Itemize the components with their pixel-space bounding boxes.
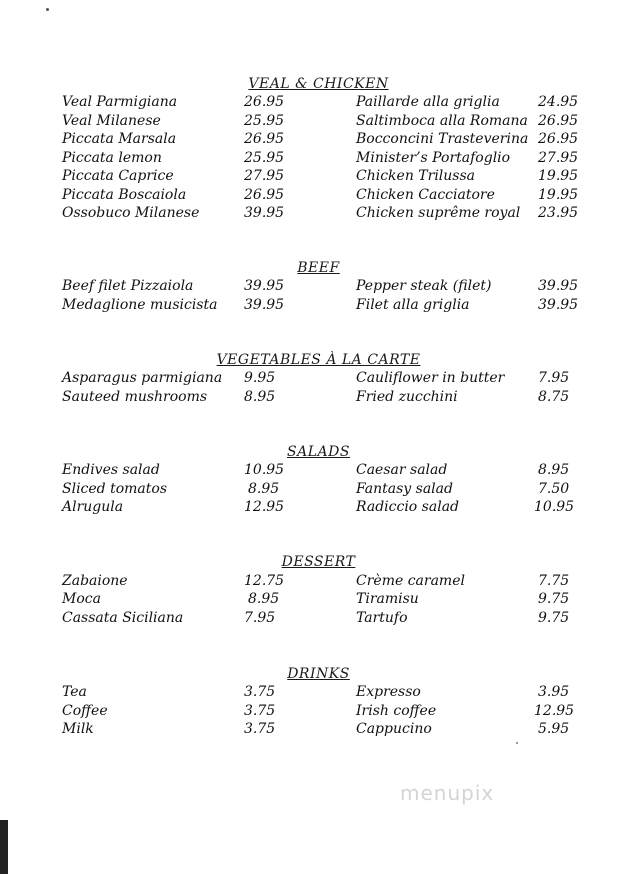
item-name: Chicken Trilussa <box>356 168 475 184</box>
menupix-watermark: menupix <box>400 781 495 805</box>
item-price: 7.50 <box>538 481 570 497</box>
item-name: Irish coffee <box>356 703 437 719</box>
item-price: 12.95 <box>534 703 575 719</box>
item-name: Ossobuco Milanese <box>62 205 200 221</box>
menu-row <box>0 703 637 721</box>
item-name: Radiccio salad <box>356 499 460 515</box>
item-name: Tartufo <box>356 610 408 626</box>
item-price: 9.95 <box>244 370 276 386</box>
item-name: Sauteed mushrooms <box>62 389 208 405</box>
menu-row <box>0 389 637 407</box>
scan-speck <box>46 8 49 11</box>
item-price: 8.95 <box>538 462 570 478</box>
item-name: Zabaione <box>62 573 128 589</box>
item-price: 39.95 <box>244 297 285 313</box>
menu-row <box>0 499 637 517</box>
menu-row <box>0 370 637 388</box>
menu-row <box>0 94 637 112</box>
item-price: 12.75 <box>244 573 285 589</box>
menu-row <box>0 150 637 168</box>
menu-row <box>0 205 637 223</box>
item-name: Expresso <box>356 684 421 700</box>
item-name: Piccata lemon <box>62 150 162 166</box>
item-price: 26.95 <box>244 94 285 110</box>
item-name: Alrugula <box>62 499 124 515</box>
item-price: 27.95 <box>538 150 579 166</box>
item-name: Cassata Siciliana <box>62 610 184 626</box>
menu-row <box>0 721 637 739</box>
item-price: 9.75 <box>538 610 570 626</box>
section-title: SALADS <box>287 444 350 460</box>
menu-row <box>0 187 637 205</box>
menu-row <box>0 113 637 131</box>
item-name: Beef filet Pizzaiola <box>62 278 194 294</box>
item-price: 23.95 <box>538 205 579 221</box>
item-price: 24.95 <box>538 94 579 110</box>
item-price: 8.95 <box>244 389 276 405</box>
item-name: Endives salad <box>62 462 160 478</box>
menu-row <box>0 481 637 499</box>
item-name: Tiramisu <box>356 591 419 607</box>
item-name: Crème caramel <box>356 573 465 589</box>
scan-edge-shadow <box>0 820 8 874</box>
item-price: 12.95 <box>244 499 285 515</box>
item-name: Veal Parmigiana <box>62 94 178 110</box>
menu-row <box>0 462 637 480</box>
item-price: 3.75 <box>244 703 276 719</box>
item-name: Saltimboca alla Romana <box>356 113 528 129</box>
item-price: 8.95 <box>248 481 280 497</box>
item-name: Fantasy salad <box>356 481 453 497</box>
item-price: 7.95 <box>244 610 276 626</box>
menu-row <box>0 573 637 591</box>
item-name: Bocconcini Trasteverina <box>356 131 529 147</box>
item-price: 3.95 <box>538 684 570 700</box>
item-name: Fried zucchini <box>356 389 458 405</box>
menu-row <box>0 591 637 609</box>
item-name: Cauliflower in butter <box>356 370 505 386</box>
section-title: VEGETABLES À LA CARTE <box>216 352 421 368</box>
item-name: Chicken Cacciatore <box>356 187 495 203</box>
menu-row <box>0 168 637 186</box>
item-name: Sliced tomatos <box>62 481 167 497</box>
item-price: 25.95 <box>244 113 285 129</box>
item-price: 26.95 <box>538 131 579 147</box>
item-price: 39.95 <box>244 278 285 294</box>
item-price: 3.75 <box>244 721 276 737</box>
section-title: BEEF <box>297 260 340 276</box>
item-price: 10.95 <box>534 499 575 515</box>
section-title: DRINKS <box>287 666 350 682</box>
menu-row <box>0 610 637 628</box>
item-name: Minister’s Portafoglio <box>356 150 511 166</box>
item-name: Milk <box>62 721 94 737</box>
item-price: 19.95 <box>538 168 579 184</box>
menu-row <box>0 278 637 296</box>
item-name: Caesar salad <box>356 462 448 478</box>
item-price: 19.95 <box>538 187 579 203</box>
item-price: 39.95 <box>244 205 285 221</box>
item-name: Pepper steak (filet) <box>356 278 492 294</box>
item-name: Piccata Marsala <box>62 131 177 147</box>
item-price: 26.95 <box>244 131 285 147</box>
item-price: 3.75 <box>244 684 276 700</box>
item-price: 27.95 <box>244 168 285 184</box>
item-price: 5.95 <box>538 721 570 737</box>
item-price: 26.95 <box>244 187 285 203</box>
item-name: Piccata Caprice <box>62 168 174 184</box>
item-name: Moca <box>62 591 101 607</box>
menu-row <box>0 297 637 315</box>
section-title: DESSERT <box>281 554 356 570</box>
section-title: VEAL & CHICKEN <box>248 76 389 92</box>
item-name: Paillarde alla griglia <box>356 94 500 110</box>
item-price: 25.95 <box>244 150 285 166</box>
item-name: Medaglione musicista <box>62 297 218 313</box>
menu-row <box>0 684 637 702</box>
item-price: 7.95 <box>538 370 570 386</box>
item-price: 10.95 <box>244 462 285 478</box>
item-price: 7.75 <box>538 573 570 589</box>
item-price: 8.95 <box>248 591 280 607</box>
item-name: Filet alla griglia <box>356 297 470 313</box>
item-name: Tea <box>62 684 87 700</box>
item-name: Piccata Boscaiola <box>62 187 187 203</box>
item-price: 9.75 <box>538 591 570 607</box>
menu-row <box>0 131 637 149</box>
item-name: Coffee <box>62 703 108 719</box>
item-name: Veal Milanese <box>62 113 161 129</box>
scan-speck <box>516 742 518 744</box>
item-name: Asparagus parmigiana <box>62 370 223 386</box>
item-price: 39.95 <box>538 278 579 294</box>
item-price: 39.95 <box>538 297 579 313</box>
item-name: Cappucino <box>356 721 432 737</box>
item-name: Chicken suprême royal <box>356 205 521 221</box>
item-price: 26.95 <box>538 113 579 129</box>
item-price: 8.75 <box>538 389 570 405</box>
